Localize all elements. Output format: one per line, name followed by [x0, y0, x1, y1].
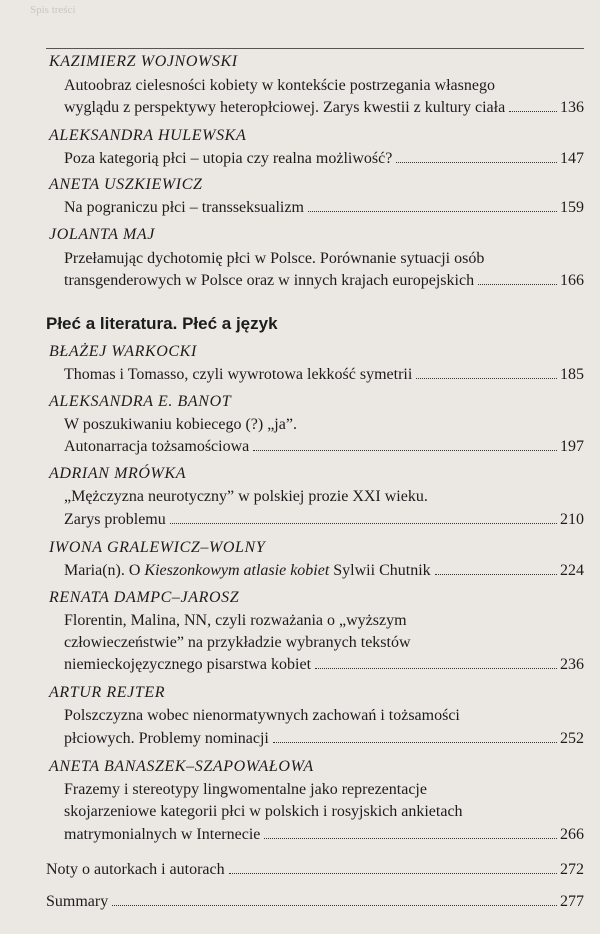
entry-author: ALEKSANDRA HULEWSKA — [49, 127, 247, 144]
entry-author: ANETA USZKIEWICZ — [49, 176, 203, 193]
entry-title-line: Przełamując dychotomię płci w Polsce. Porównanie sytuacji osób — [64, 250, 485, 267]
entry-title-line: skojarzeniowe kategorii płci w polskich i rosyjskich ankietach — [64, 803, 463, 820]
section-heading: Płeć a literatura. Płeć a język — [46, 314, 278, 333]
page-number: 272 — [560, 861, 584, 878]
page-number: 236 — [560, 656, 584, 673]
entry-title-line: Thomas i Tomasso, czyli wywrotowa lekkość symetrii 185 — [64, 366, 584, 383]
entry-title-line: Maria(n). O Kieszonkowym atlasie kobiet Sylwii Chutnik 224 — [64, 562, 584, 579]
entry-title-line: „Mężczyzna neurotyczny” w polskiej prozie XXI wieku. — [64, 488, 428, 505]
page-number: 185 — [560, 366, 584, 383]
entry-author: IWONA GRALEWICZ–WOLNY — [49, 539, 266, 556]
page-number: 266 — [560, 826, 584, 843]
entry-author: RENATA DAMPC–JAROSZ — [49, 589, 240, 606]
entry-title-line: matrymonialnych w Internecie 266 — [64, 826, 584, 843]
entry-author: ARTUR REJTER — [49, 684, 166, 701]
page-number: 159 — [560, 199, 584, 216]
page-number: 224 — [560, 562, 584, 579]
page-number: 277 — [560, 893, 584, 910]
entry-title-line: człowieczeństwie” na przykładzie wybranych tekstów — [64, 634, 411, 651]
entry-title-line: Florentin, Malina, NN, czyli rozważania o „wyższym — [64, 612, 407, 629]
entry-title-line: niemieckojęzycznego pisarstwa kobiet 236 — [64, 656, 584, 673]
page-number: 197 — [560, 438, 584, 455]
header-rule — [46, 48, 584, 49]
toc-entry-summary: Summary 277 — [46, 893, 584, 910]
page-number: 136 — [560, 99, 584, 116]
bleed-through-text: Spis treści — [30, 4, 76, 16]
page-number: 147 — [560, 150, 584, 167]
entry-author: ALEKSANDRA E. BANOT — [49, 393, 232, 410]
page-number: 210 — [560, 511, 584, 528]
entry-title-line: Na pograniczu płci – transseksualizm 159 — [64, 199, 584, 216]
entry-author: ANETA BANASZEK–SZAPOWAŁOWA — [49, 758, 314, 775]
page-number: 166 — [560, 272, 584, 289]
entry-title-line: wyglądu z perspektywy heteropłciowej. Zarys kwestii z kultury ciała 136 — [64, 99, 584, 116]
entry-author: ADRIAN MRÓWKA — [49, 465, 187, 482]
entry-title-line: Zarys problemu 210 — [64, 511, 584, 528]
entry-author: KAZIMIERZ WOJNOWSKI — [49, 53, 238, 70]
entry-title-line: Polszczyzna wobec nienormatywnych zachowań i tożsamości — [64, 707, 460, 724]
toc-entry-notes: Noty o autorkach i autorach 272 — [46, 861, 584, 878]
entry-title-line: transgenderowych w Polsce oraz w innych krajach europejskich 166 — [64, 272, 584, 289]
entry-title-line: Autoobraz cielesności kobiety w kontekście postrzegania własnego — [64, 77, 495, 94]
entry-title-line: płciowych. Problemy nominacji 252 — [64, 730, 584, 747]
entry-title-line: Poza kategorią płci – utopia czy realna możliwość? 147 — [64, 150, 584, 167]
page-number: 252 — [560, 730, 584, 747]
entry-title-line: Autonarracja tożsamościowa 197 — [64, 438, 584, 455]
entry-author: JOLANTA MAJ — [49, 226, 155, 243]
entry-author: BŁAŻEJ WARKOCKI — [49, 343, 197, 360]
entry-title-line: Frazemy i stereotypy lingwomentalne jako reprezentacje — [64, 781, 427, 798]
entry-title-line: W poszukiwaniu kobiecego (?) „ja”. — [64, 416, 297, 433]
